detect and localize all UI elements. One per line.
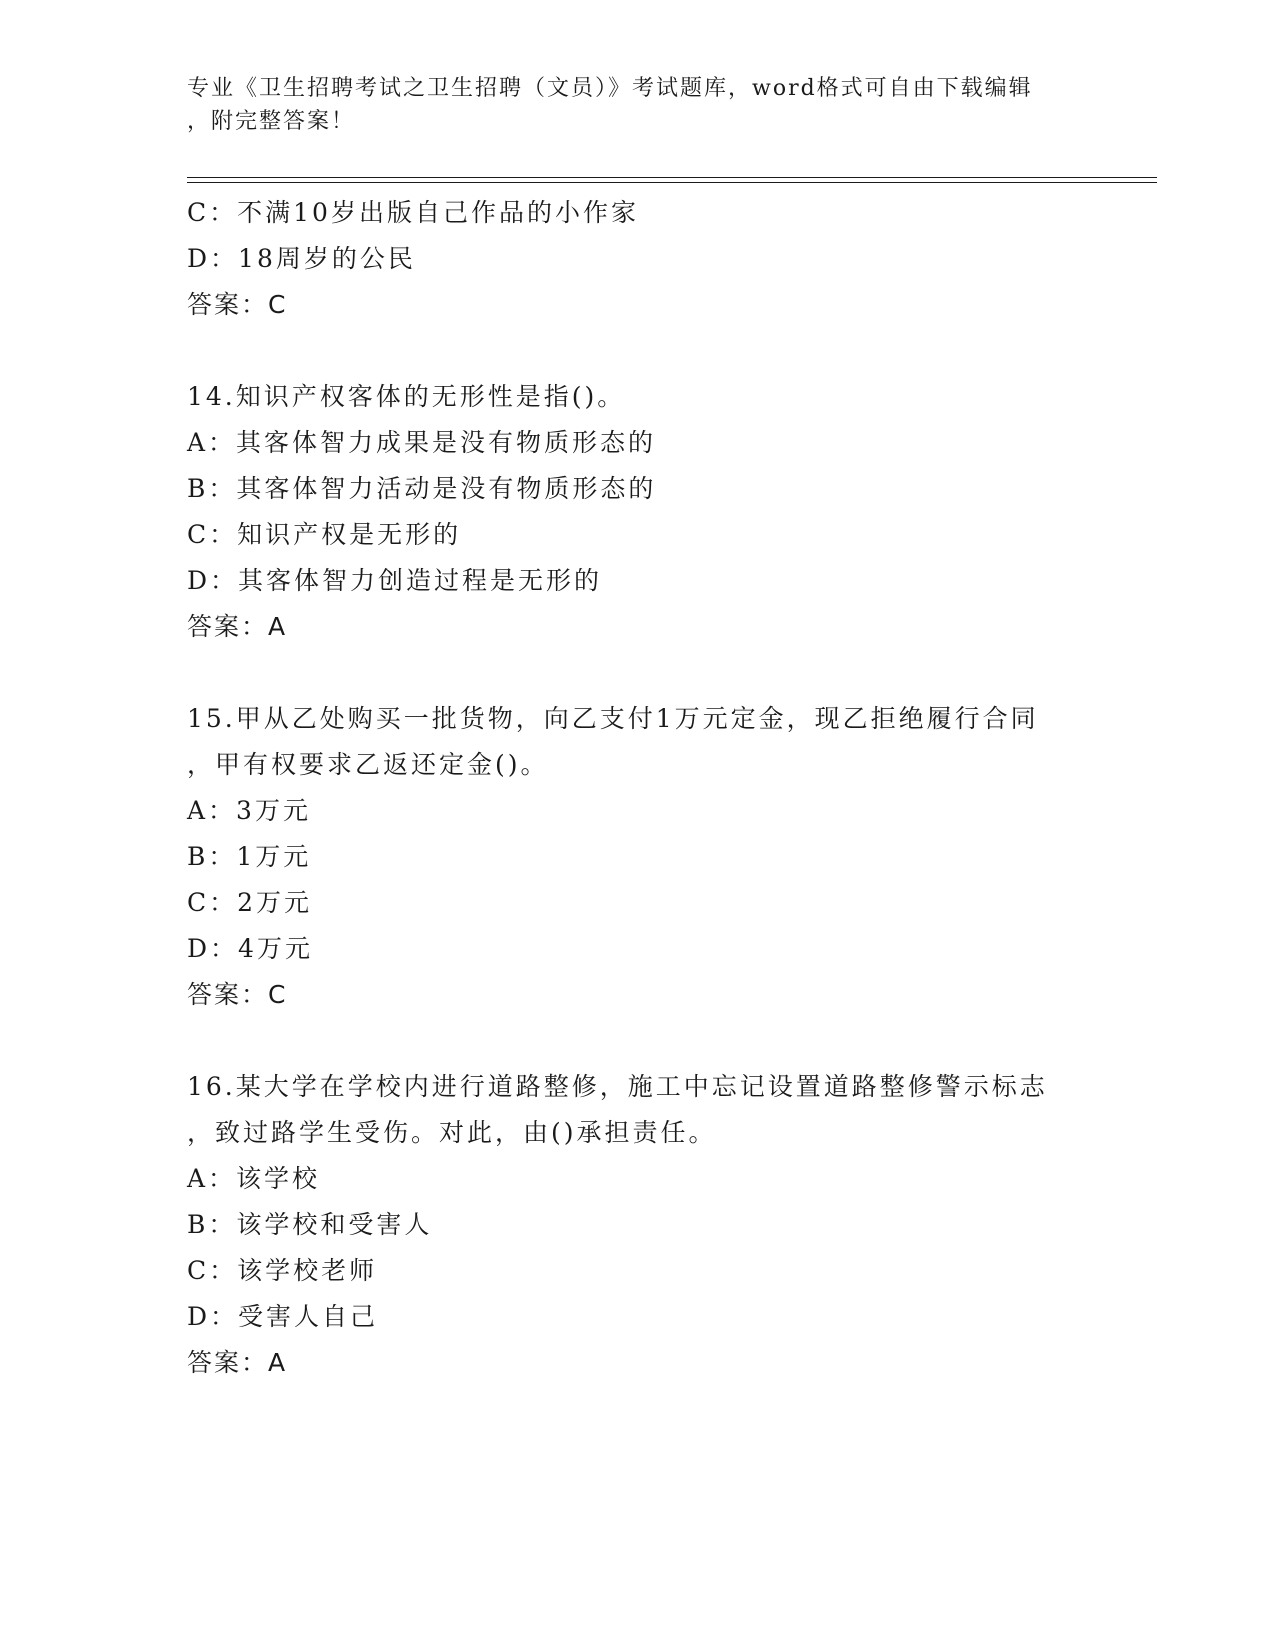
header-line-1: 专业《卫生招聘考试之卫生招聘（文员）》考试题库，word格式可自由下载编辑 (187, 76, 1033, 101)
option-c: C：2万元 (187, 888, 313, 917)
header-divider-bottom (187, 182, 1157, 183)
question-list (187, 190, 1087, 1386)
question-stem-continued: ，甲有权要求乙返还定金()。 (187, 750, 549, 779)
spacer (187, 328, 1087, 374)
spacer (187, 1018, 1087, 1064)
option-c: C：该学校老师 (187, 1256, 378, 1285)
option-a: A：其客体智力成果是没有物质形态的 (187, 428, 657, 457)
option-b: B：1万元 (187, 842, 312, 871)
option-d: D：受害人自己 (187, 1302, 379, 1331)
option-c: C：不满10岁出版自己作品的小作家 (187, 198, 639, 227)
question-stem-continued: ，致过路学生受伤。对此，由()承担责任。 (187, 1118, 717, 1147)
question-16 (187, 1064, 1087, 1386)
answer-line: 答案：C (187, 980, 288, 1009)
option-c: C：知识产权是无形的 (187, 520, 462, 549)
option-a: A：3万元 (187, 796, 311, 825)
header-divider-top (187, 177, 1157, 178)
answer-line: 答案：C (187, 290, 288, 319)
question-stem: 14.知识产权客体的无形性是指()。 (187, 382, 626, 411)
answer-line: 答案：A (187, 1348, 288, 1377)
question-14 (187, 374, 1087, 650)
partial-question-13 (187, 190, 1087, 328)
question-stem: 15.甲从乙处购买一批货物，向乙支付1万元定金，现乙拒绝履行合同 (187, 704, 1039, 733)
answer-line: 答案：A (187, 612, 288, 641)
option-b: B：其客体智力活动是没有物质形态的 (187, 474, 657, 503)
question-15 (187, 696, 1087, 1018)
option-d: D：4万元 (187, 934, 313, 963)
spacer (187, 650, 1087, 696)
option-a: A：该学校 (187, 1164, 321, 1193)
option-b: B：该学校和受害人 (187, 1210, 433, 1239)
option-d: D：其客体智力创造过程是无形的 (187, 566, 603, 595)
question-stem: 16.某大学在学校内进行道路整修，施工中忘记设置道路整修警示标志 (187, 1072, 1048, 1101)
option-d: D：18周岁的公民 (187, 244, 416, 273)
document-header (187, 72, 1087, 138)
header-line-2: ，附完整答案！ (187, 109, 356, 134)
